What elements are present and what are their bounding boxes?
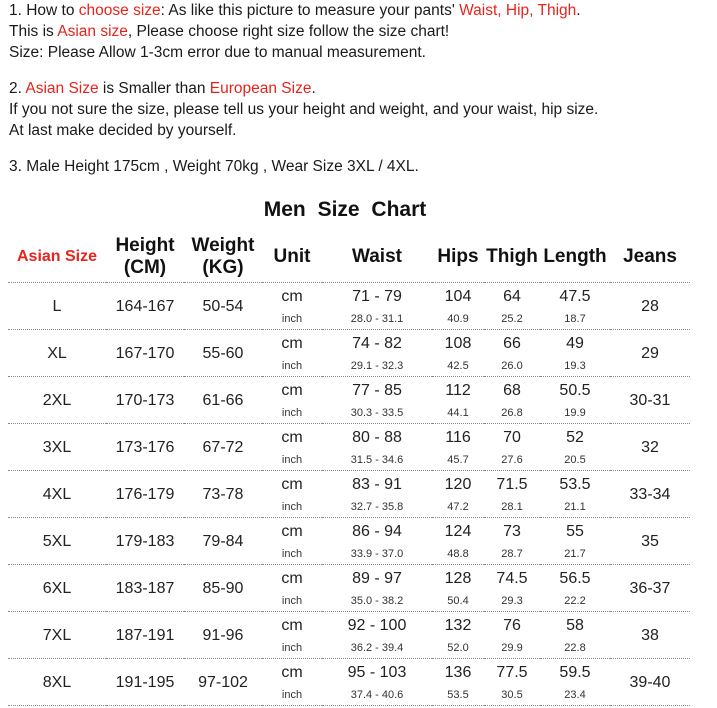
highlight-text: Waist, Hip, Thigh xyxy=(459,2,577,19)
thigh-inch-cell: 26.0 xyxy=(484,356,540,377)
hips-inch-cell: 52.0 xyxy=(432,638,484,659)
jeans-cell: 38 xyxy=(610,612,690,659)
size-cell: 6XL xyxy=(8,565,106,612)
header-weight-unit: (KG) xyxy=(202,257,244,278)
jeans-cell: 33-34 xyxy=(610,471,690,518)
header-weight-label: Weight xyxy=(191,235,255,256)
unit-cm-cell: cm xyxy=(281,476,303,493)
hips-inch-cell: 40.9 xyxy=(432,309,484,330)
length-cm-cell: 56.5 xyxy=(559,570,591,587)
unit-inch-cell: inch xyxy=(262,544,322,565)
size-chart-body xyxy=(8,283,690,706)
length-cm-cell: 53.5 xyxy=(559,476,591,493)
instruction-line-2 xyxy=(9,21,709,42)
length-inch-cell: 22.2 xyxy=(540,591,610,612)
hips-cm-cell: 136 xyxy=(444,664,472,681)
text: is Smaller than xyxy=(98,80,210,97)
highlight-text: Asian Size xyxy=(25,80,99,97)
length-cm-cell: 58 xyxy=(566,617,584,634)
thigh-cm-cell: 70 xyxy=(503,429,521,446)
unit-cm-cell: cm xyxy=(281,382,303,399)
table-row xyxy=(8,283,690,310)
height-cell: 173-176 xyxy=(106,424,184,471)
waist-cm-cell: 89 - 97 xyxy=(352,570,402,587)
waist-inch-cell: 32.7 - 35.8 xyxy=(322,497,432,518)
instruction-line-7: 3. Male Height 175cm , Weight 70kg , Wear Size 3XL / 4XL. xyxy=(9,158,419,175)
table-row xyxy=(8,659,690,686)
table-row xyxy=(8,565,690,592)
length-cm-cell: 55 xyxy=(566,523,584,540)
text: This is xyxy=(9,23,58,40)
unit-inch-cell: inch xyxy=(262,403,322,424)
waist-inch-cell: 29.1 - 32.3 xyxy=(322,356,432,377)
instruction-line-4 xyxy=(9,78,709,99)
text: : As like this picture to measure your pants' xyxy=(160,2,460,19)
text: . xyxy=(576,2,581,19)
text: 1. How to xyxy=(9,2,79,19)
jeans-cell: 28 xyxy=(610,283,690,330)
weight-cell: 85-90 xyxy=(184,565,262,612)
hips-inch-cell: 53.5 xyxy=(432,685,484,706)
thigh-inch-cell: 28.7 xyxy=(484,544,540,565)
hips-inch-cell: 45.7 xyxy=(432,450,484,471)
waist-inch-cell: 28.0 - 31.1 xyxy=(322,309,432,330)
height-cell: 183-187 xyxy=(106,565,184,612)
height-cell: 164-167 xyxy=(106,283,184,330)
weight-cell: 67-72 xyxy=(184,424,262,471)
waist-inch-cell: 35.0 - 38.2 xyxy=(322,591,432,612)
waist-cm-cell: 77 - 85 xyxy=(352,382,402,399)
header-jeans: Jeans xyxy=(610,232,690,283)
table-row xyxy=(8,424,690,451)
weight-cell: 55-60 xyxy=(184,330,262,377)
height-cell: 179-183 xyxy=(106,518,184,565)
waist-cm-cell: 80 - 88 xyxy=(352,429,402,446)
thigh-inch-cell: 28.1 xyxy=(484,497,540,518)
hips-inch-cell: 42.5 xyxy=(432,356,484,377)
unit-inch-cell: inch xyxy=(262,638,322,659)
weight-cell: 97-102 xyxy=(184,659,262,706)
highlight-text: European Size xyxy=(209,80,312,97)
waist-inch-cell: 31.5 - 34.6 xyxy=(322,450,432,471)
waist-cm-cell: 74 - 82 xyxy=(352,335,402,352)
waist-cm-cell: 71 - 79 xyxy=(352,288,402,305)
header-height-unit: (CM) xyxy=(123,257,167,278)
hips-cm-cell: 112 xyxy=(445,382,471,399)
table-row xyxy=(8,471,690,498)
unit-inch-cell: inch xyxy=(262,309,322,330)
height-cell: 176-179 xyxy=(106,471,184,518)
thigh-cm-cell: 76 xyxy=(503,617,521,634)
header-hips: Hips xyxy=(432,232,484,283)
hips-cm-cell: 128 xyxy=(444,570,472,587)
highlight-text: Asian size xyxy=(57,23,128,40)
waist-inch-cell: 36.2 - 39.4 xyxy=(322,638,432,659)
waist-cm-cell: 95 - 103 xyxy=(347,664,407,681)
waist-inch-cell: 33.9 - 37.0 xyxy=(322,544,432,565)
unit-inch-cell: inch xyxy=(262,591,322,612)
table-row xyxy=(8,518,690,545)
unit-inch-cell: inch xyxy=(262,356,322,377)
text: , Please choose right size follow the size chart! xyxy=(127,23,450,40)
length-inch-cell: 21.7 xyxy=(540,544,610,565)
table-row xyxy=(8,330,690,357)
hips-inch-cell: 44.1 xyxy=(432,403,484,424)
thigh-inch-cell: 25.2 xyxy=(484,309,540,330)
jeans-cell: 29 xyxy=(610,330,690,377)
thigh-inch-cell: 26.8 xyxy=(484,403,540,424)
unit-cm-cell: cm xyxy=(281,664,303,681)
size-cell: 2XL xyxy=(8,377,106,424)
length-cm-cell: 52 xyxy=(566,429,584,446)
header-asian-size: Asian Size xyxy=(8,232,106,283)
unit-cm-cell: cm xyxy=(281,335,303,352)
hips-cm-cell: 120 xyxy=(444,476,472,493)
waist-cm-cell: 86 - 94 xyxy=(352,523,402,540)
thigh-cm-cell: 66 xyxy=(503,335,521,352)
instruction-line-5: If you not sure the size, please tell us your height and weight, and your waist, hip size. xyxy=(9,101,599,118)
size-cell: 4XL xyxy=(8,471,106,518)
waist-cm-cell: 83 - 91 xyxy=(352,476,402,493)
table-header-row xyxy=(8,232,690,283)
text: 2. xyxy=(9,80,26,97)
length-inch-cell: 21.1 xyxy=(540,497,610,518)
table-row xyxy=(8,377,690,404)
chart-title: Men Size Chart xyxy=(263,198,427,221)
weight-cell: 50-54 xyxy=(184,283,262,330)
size-instructions xyxy=(9,0,709,177)
hips-cm-cell: 104 xyxy=(444,288,472,305)
length-cm-cell: 49 xyxy=(566,335,584,352)
length-inch-cell: 19.3 xyxy=(540,356,610,377)
length-inch-cell: 23.4 xyxy=(540,685,610,706)
thigh-cm-cell: 68 xyxy=(503,382,521,399)
height-cell: 191-195 xyxy=(106,659,184,706)
unit-cm-cell: cm xyxy=(281,288,303,305)
header-height xyxy=(106,232,184,283)
unit-cm-cell: cm xyxy=(281,570,303,587)
thigh-cm-cell: 74.5 xyxy=(496,570,528,587)
jeans-cell: 35 xyxy=(610,518,690,565)
thigh-cm-cell: 73 xyxy=(503,523,521,540)
hips-cm-cell: 108 xyxy=(444,335,472,352)
unit-cm-cell: cm xyxy=(281,523,303,540)
unit-inch-cell: inch xyxy=(262,450,322,471)
hips-cm-cell: 132 xyxy=(444,617,472,634)
header-length: Length xyxy=(540,232,610,283)
jeans-cell: 39-40 xyxy=(610,659,690,706)
thigh-cm-cell: 71.5 xyxy=(496,476,528,493)
text: . xyxy=(311,80,316,97)
hips-cm-cell: 116 xyxy=(445,429,471,446)
weight-cell: 61-66 xyxy=(184,377,262,424)
size-cell: L xyxy=(8,283,106,330)
height-cell: 187-191 xyxy=(106,612,184,659)
unit-cm-cell: cm xyxy=(281,429,303,446)
highlight-text: choose size xyxy=(78,2,161,19)
weight-cell: 73-78 xyxy=(184,471,262,518)
length-cm-cell: 59.5 xyxy=(559,664,591,681)
unit-inch-cell: inch xyxy=(262,685,322,706)
header-thigh: Thigh xyxy=(484,232,540,283)
size-cell: 5XL xyxy=(8,518,106,565)
hips-cm-cell: 124 xyxy=(444,523,472,540)
thigh-cm-cell: 64 xyxy=(503,288,521,305)
jeans-cell: 36-37 xyxy=(610,565,690,612)
header-height-label: Height xyxy=(115,235,175,256)
instruction-line-1 xyxy=(9,0,709,21)
weight-cell: 79-84 xyxy=(184,518,262,565)
hips-inch-cell: 47.2 xyxy=(432,497,484,518)
thigh-inch-cell: 29.3 xyxy=(484,591,540,612)
hips-inch-cell: 48.8 xyxy=(432,544,484,565)
length-inch-cell: 18.7 xyxy=(540,309,610,330)
table-row xyxy=(8,612,690,639)
size-chart-table xyxy=(8,232,690,706)
header-waist: Waist xyxy=(322,232,432,283)
unit-inch-cell: inch xyxy=(262,497,322,518)
height-cell: 167-170 xyxy=(106,330,184,377)
length-inch-cell: 19.9 xyxy=(540,403,610,424)
thigh-cm-cell: 77.5 xyxy=(496,664,528,681)
thigh-inch-cell: 27.6 xyxy=(484,450,540,471)
length-inch-cell: 20.5 xyxy=(540,450,610,471)
thigh-inch-cell: 29.9 xyxy=(484,638,540,659)
size-cell: 7XL xyxy=(8,612,106,659)
waist-cm-cell: 92 - 100 xyxy=(347,617,407,634)
jeans-cell: 32 xyxy=(610,424,690,471)
header-unit: Unit xyxy=(262,232,322,283)
hips-inch-cell: 50.4 xyxy=(432,591,484,612)
weight-cell: 91-96 xyxy=(184,612,262,659)
size-cell: XL xyxy=(8,330,106,377)
length-inch-cell: 22.8 xyxy=(540,638,610,659)
length-cm-cell: 47.5 xyxy=(559,288,591,305)
waist-inch-cell: 37.4 - 40.6 xyxy=(322,685,432,706)
thigh-inch-cell: 30.5 xyxy=(484,685,540,706)
size-cell: 8XL xyxy=(8,659,106,706)
header-weight xyxy=(184,232,262,283)
waist-inch-cell: 30.3 - 33.5 xyxy=(322,403,432,424)
jeans-cell: 30-31 xyxy=(610,377,690,424)
height-cell: 170-173 xyxy=(106,377,184,424)
size-cell: 3XL xyxy=(8,424,106,471)
instruction-line-6: At last make decided by yourself. xyxy=(9,122,237,139)
unit-cm-cell: cm xyxy=(281,617,303,634)
instruction-line-3: Size: Please Allow 1-3cm error due to manual measurement. xyxy=(9,44,426,61)
length-cm-cell: 50.5 xyxy=(559,382,591,399)
